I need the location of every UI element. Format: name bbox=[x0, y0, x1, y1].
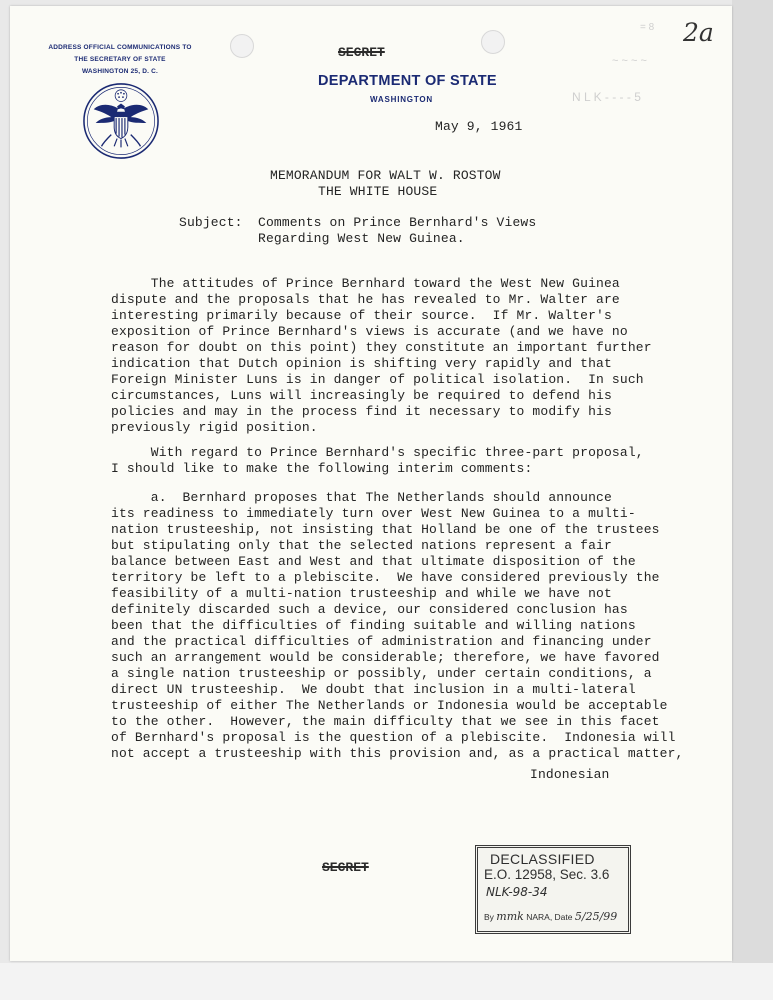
return-address-line-2: THE SECRETARY OF STATE bbox=[74, 56, 166, 63]
declassification-stamp bbox=[475, 845, 631, 934]
return-address-line-1: ADDRESS OFFICIAL COMMUNICATIONS TO bbox=[48, 44, 192, 51]
faint-show-through-mark: = 8 bbox=[640, 22, 655, 33]
stamp-authority: E.O. 12958, Sec. 3.6 bbox=[484, 867, 610, 882]
body-line: a. Bernhard proposes that The Netherlands should announce bbox=[111, 490, 612, 505]
body-line: such an arrangement would be considerable; therefore, we have favored bbox=[111, 650, 660, 665]
state-department-seal-icon bbox=[82, 82, 160, 160]
body-line: feasibility of a multi-nation trusteeship and while we have not bbox=[111, 586, 612, 601]
body-line: balance between East and West and that ultimate disposition of the bbox=[111, 554, 636, 569]
classification-marking-bottom: SECRET bbox=[322, 860, 369, 875]
body-line: its readiness to immediately turn over West New Guinea to a multi- bbox=[111, 506, 636, 521]
body-line: indication that Dutch opinion is shifting very rapidly and that bbox=[111, 356, 612, 371]
body-line: With regard to Prince Bernhard's specific three-part proposal, bbox=[111, 445, 644, 460]
body-line: dispute and the proposals that he has revealed to Mr. Walter are bbox=[111, 292, 620, 307]
stamp-nara-label: NARA, Date bbox=[526, 912, 573, 922]
body-line: nation trusteeship, not insisting that Holland be one of the trustees bbox=[111, 522, 660, 537]
body-line: reason for doubt on this point) they constitute an important further bbox=[111, 340, 652, 355]
body-line: exposition of Prince Bernhard's views is accurate (and we have no bbox=[111, 324, 628, 339]
body-line: The attitudes of Prince Bernhard toward the West New Guinea bbox=[111, 276, 620, 291]
faint-show-through-mark: ~ ~ ~ ~ bbox=[612, 55, 647, 67]
body-line: a single nation trusteeship or possibly, under certain conditions, a bbox=[111, 666, 652, 681]
body-line: previously rigid position. bbox=[111, 420, 318, 435]
body-line: but stipulating only that the selected nations represent a fair bbox=[111, 538, 612, 553]
scan-background-bottom bbox=[0, 963, 773, 1000]
handwritten-page-mark: 2a bbox=[683, 18, 714, 47]
return-address bbox=[20, 42, 220, 78]
body-line: direct UN trusteeship. We doubt that inclusion in a multi-lateral bbox=[111, 682, 636, 697]
body-line: trusteeship of either The Netherlands or Indonesia would be acceptable bbox=[111, 698, 668, 713]
body-line: Foreign Minister Luns is in danger of political isolation. In such bbox=[111, 372, 644, 387]
body-line: to the other. However, the main difficulty that we see in this facet bbox=[111, 714, 660, 729]
body-line: and the practical difficulties of administration and financing under bbox=[111, 634, 652, 649]
subject-line-2: Regarding West New Guinea. bbox=[258, 231, 465, 246]
memo-date: May 9, 1961 bbox=[435, 119, 523, 134]
body-line: circumstances, Luns will increasingly be required to defend his bbox=[111, 388, 612, 403]
stamp-by-label: By bbox=[484, 912, 494, 922]
body-line: interesting primarily because of their source. If Mr. Walter's bbox=[111, 308, 612, 323]
stamp-date: 5/25/99 bbox=[574, 910, 618, 923]
classification-marking-top: SECRET bbox=[338, 45, 385, 60]
scan-background-right bbox=[732, 0, 773, 1000]
subject-line-1: Comments on Prince Bernhard's Views bbox=[258, 215, 537, 230]
stamp-number: NLK-98-34 bbox=[486, 885, 548, 899]
memo-recipient-office: THE WHITE HOUSE bbox=[318, 184, 438, 199]
stamp-signature-line bbox=[484, 910, 617, 923]
department-city: WASHINGTON bbox=[370, 95, 433, 104]
body-line: definitely discarded such a device, our considered conclusion has bbox=[111, 602, 628, 617]
body-line: been that the difficulties of finding suitable and willing nations bbox=[111, 618, 636, 633]
catchword: Indonesian bbox=[530, 767, 610, 782]
stamp-initials: mmk bbox=[496, 910, 524, 923]
body-line: territory be left to a plebiscite. We have considered previously the bbox=[111, 570, 660, 585]
body-line: not accept a trusteeship with this provision and, as a practical matter, bbox=[111, 746, 684, 761]
faint-show-through-mark: N L K - - - - 5 bbox=[572, 90, 641, 104]
memo-recipient: MEMORANDUM FOR WALT W. ROSTOW bbox=[270, 168, 501, 183]
body-line: of Bernhard's proposal is the question of a plebiscite. Indonesia will bbox=[111, 730, 676, 745]
body-line: policies and may in the process find it necessary to modify his bbox=[111, 404, 612, 419]
body-line: I should like to make the following interim comments: bbox=[111, 461, 533, 476]
punch-hole-right bbox=[481, 30, 505, 54]
department-heading: DEPARTMENT OF STATE bbox=[318, 73, 497, 89]
stamp-title: DECLASSIFIED bbox=[490, 851, 595, 867]
return-address-line-3: WASHINGTON 25, D. C. bbox=[81, 68, 159, 75]
subject-label: Subject: bbox=[179, 215, 243, 230]
punch-hole-left bbox=[230, 34, 254, 58]
